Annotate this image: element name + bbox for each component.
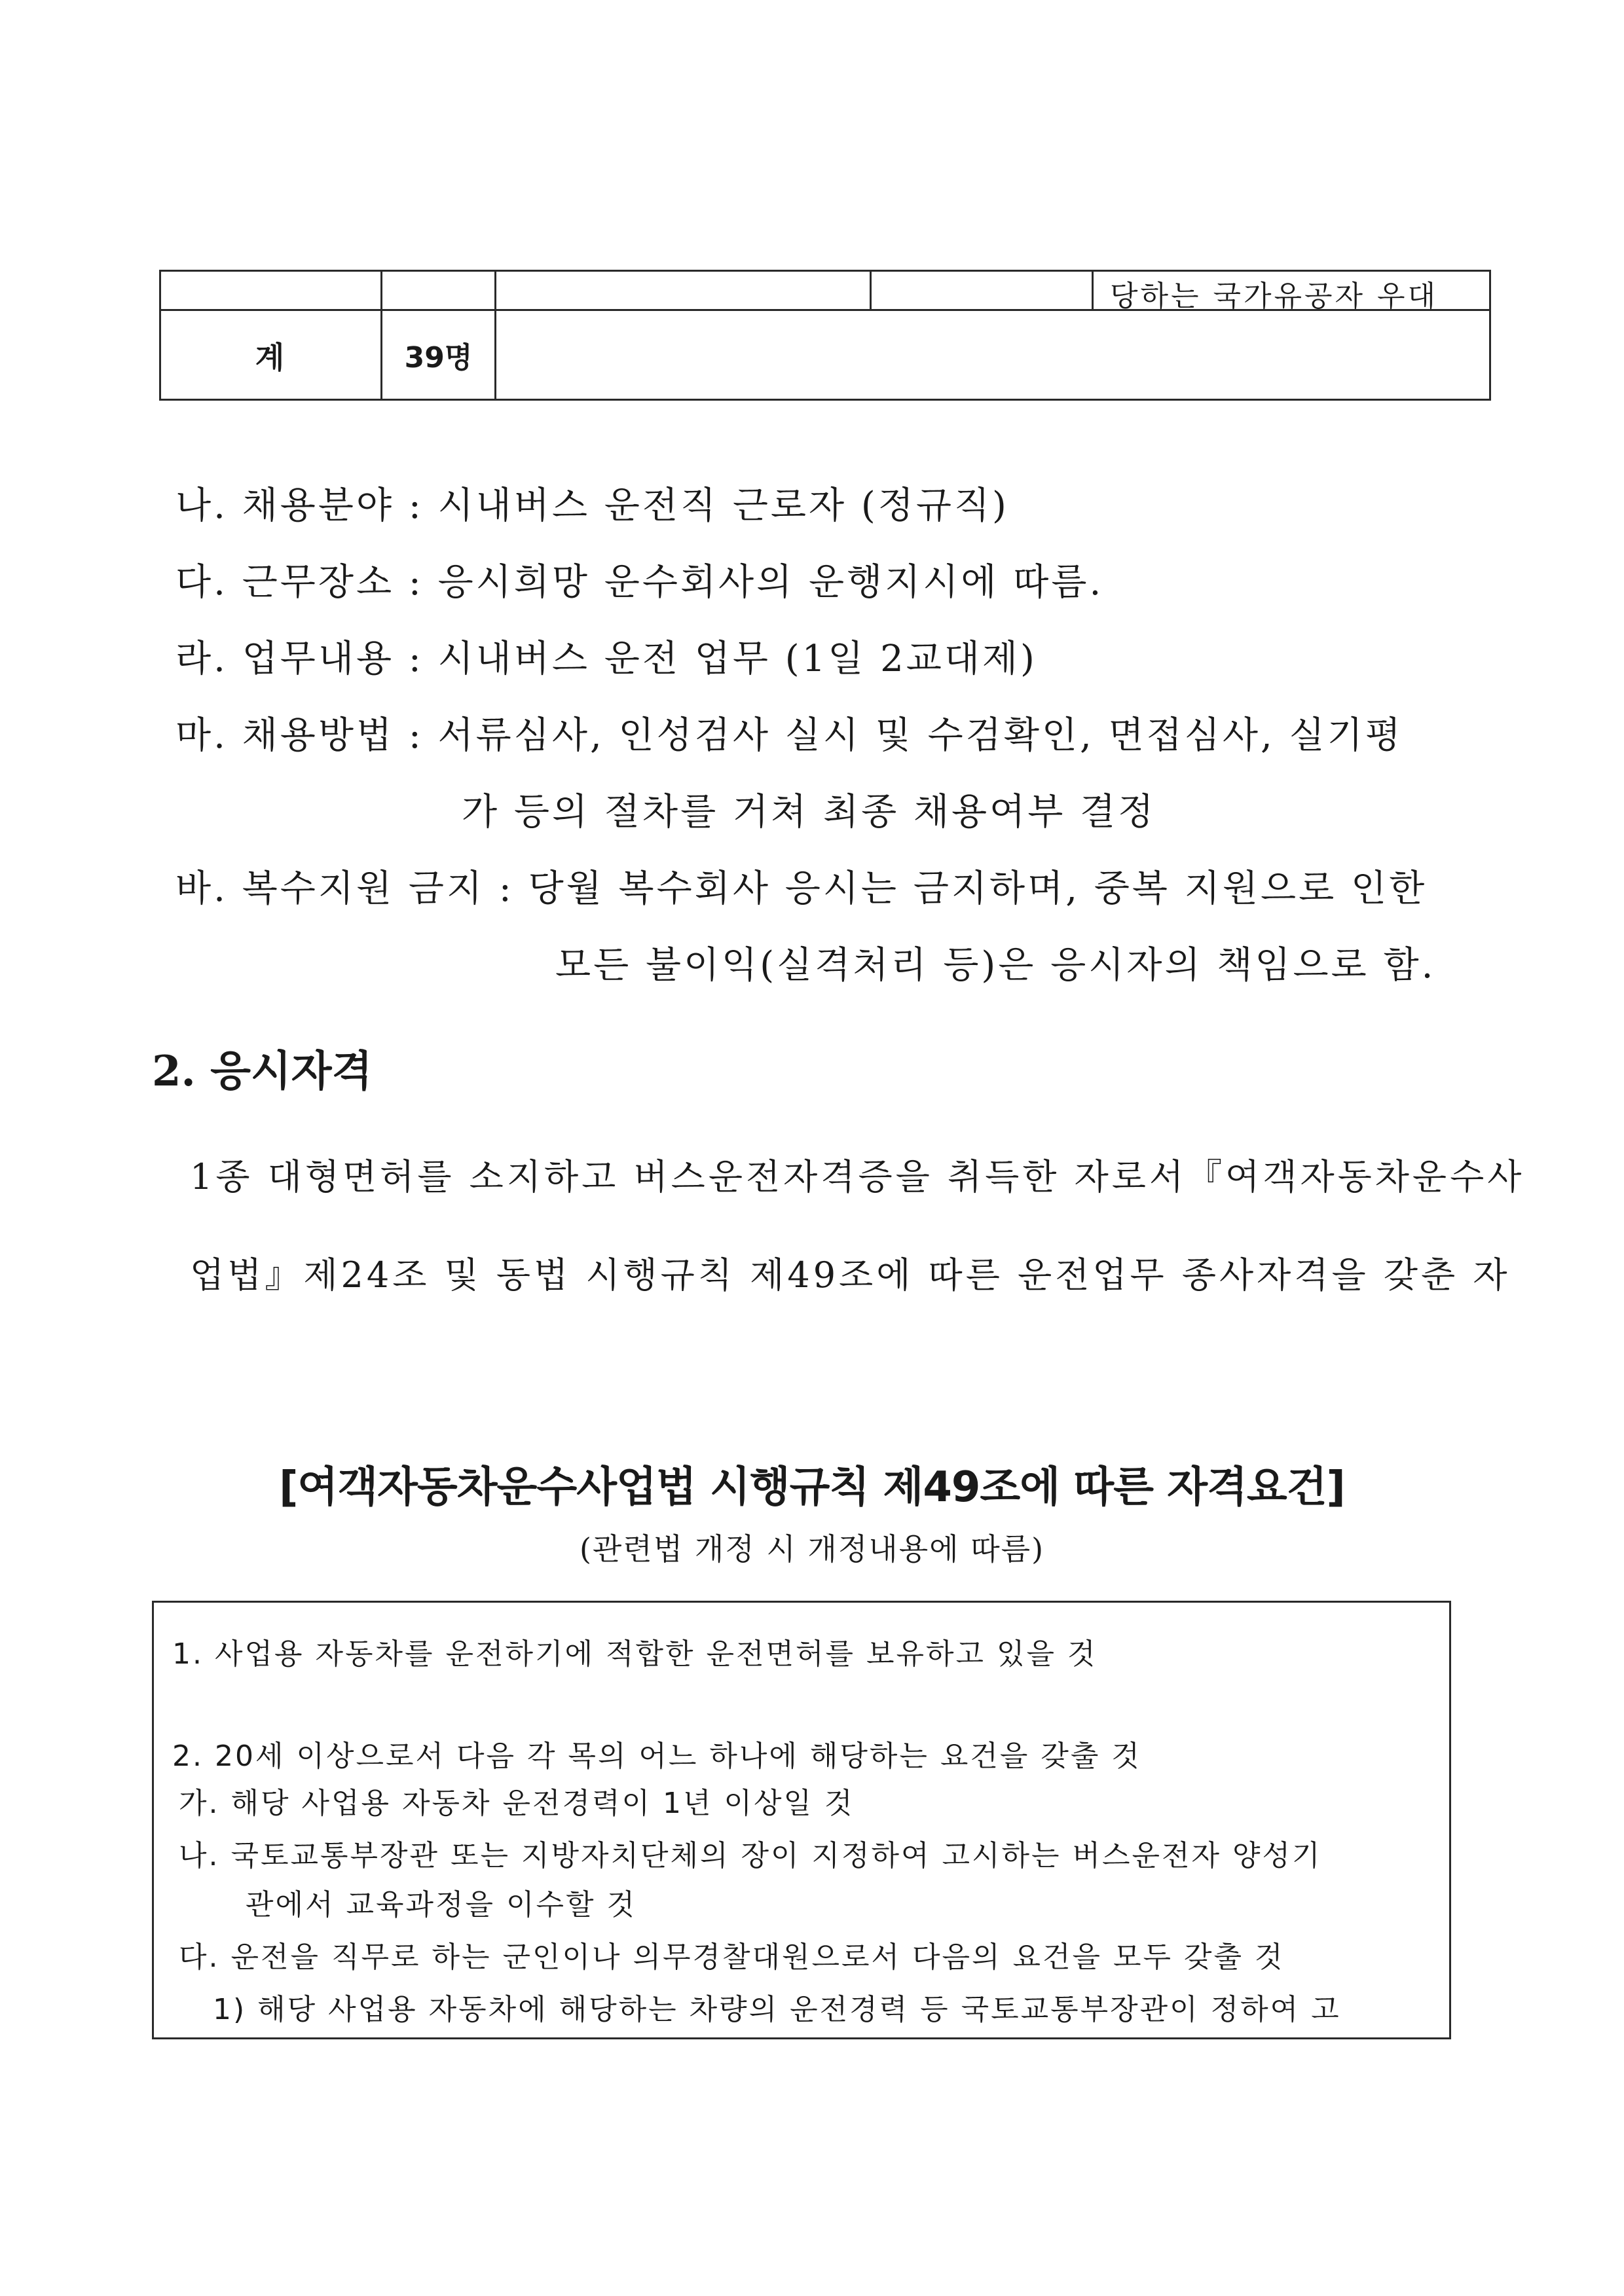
- requirements-title: [여객자동차운수사업법 시행규칙 제49조에 따른 자격요건]: [279, 1463, 1345, 1512]
- table-cell-text: 당하는 국가유공자 우대: [1110, 280, 1439, 313]
- requirement-line: 2. 20세 이상으로서 다음 각 목의 어느 하나에 해당하는 요건을 갖출 것: [172, 1740, 1141, 1773]
- qualification-line-1: 1종 대형면허를 소지하고 버스운전자격증을 취득한 자로서『여객자동차운수사: [190, 1156, 1525, 1197]
- requirement-line: 1) 해당 사업용 자동차에 해당하는 차량의 운전경력 등 국토교통부장관이 정하여 고: [213, 1993, 1341, 2026]
- item-label: 다. 근무장소 :: [175, 561, 424, 604]
- item-text: 응시희망 운수회사의 운행지시에 따름.: [437, 561, 1104, 604]
- table-border: [494, 270, 496, 401]
- section-heading: 2. 응시자격: [152, 1047, 373, 1096]
- item-multiple-application-cont: 모든 불이익(실격처리 등)은 응시자의 책임으로 함.: [555, 944, 1436, 987]
- requirements-box: [152, 1601, 1451, 2039]
- item-recruit-field: [175, 477, 1009, 529]
- table-border: [159, 399, 1491, 401]
- table-border: [1489, 270, 1491, 401]
- requirement-line: 다. 운전을 직무로 하는 군인이나 의무경찰대원으로서 다음의 요건을 모두 갖출 것: [179, 1941, 1285, 1974]
- requirement-line: 관에서 교육과정을 이수할 것: [246, 1888, 637, 1922]
- table-total-label: 계: [255, 340, 285, 375]
- item-text: 당월 복수회사 응시는 금지하며, 중복 지원으로 인한: [528, 867, 1428, 910]
- table-border: [870, 270, 872, 310]
- item-work-place: [175, 553, 1103, 606]
- table-border: [159, 270, 1491, 272]
- table-total-value: 39명: [404, 341, 473, 374]
- item-work-content: [175, 630, 1037, 682]
- requirements-subtitle: (관련법 개정 시 개정내용에 따름): [579, 1531, 1045, 1567]
- item-label: 마. 채용방법 :: [175, 714, 424, 757]
- item-label: 라. 업무내용 :: [175, 638, 424, 680]
- requirement-line: 가. 해당 사업용 자동차 운전경력이 1년 이상일 것: [179, 1787, 855, 1820]
- item-text: 서류심사, 인성검사 실시 및 수검확인, 면접심사, 실기평: [437, 714, 1403, 757]
- item-multiple-application: [175, 860, 1427, 912]
- qualification-line-2: 업법』제24조 및 동법 시행규칙 제49조에 따른 운전업무 종사자격을 갖춘 자: [190, 1254, 1511, 1296]
- summary-table: [159, 270, 1491, 401]
- item-recruit-method-cont: 가 등의 절차를 거쳐 최종 채용여부 결정: [462, 791, 1156, 833]
- requirement-line: 1. 사업용 자동차를 운전하기에 적합한 운전면허를 보유하고 있을 것: [172, 1637, 1098, 1671]
- item-text: 시내버스 운전 업무 (1일 2교대제): [437, 638, 1037, 680]
- item-recruit-method: [175, 706, 1403, 759]
- item-label: 나. 채용분야 :: [175, 484, 424, 527]
- requirement-line: 나. 국토교통부장관 또는 지방자치단체의 장이 지정하여 고시하는 버스운전자 양성기: [179, 1839, 1322, 1872]
- item-text: 시내버스 운전직 근로자 (정규직): [437, 484, 1009, 527]
- table-border: [1092, 270, 1094, 310]
- item-label: 바. 복수지원 금지 :: [175, 867, 514, 910]
